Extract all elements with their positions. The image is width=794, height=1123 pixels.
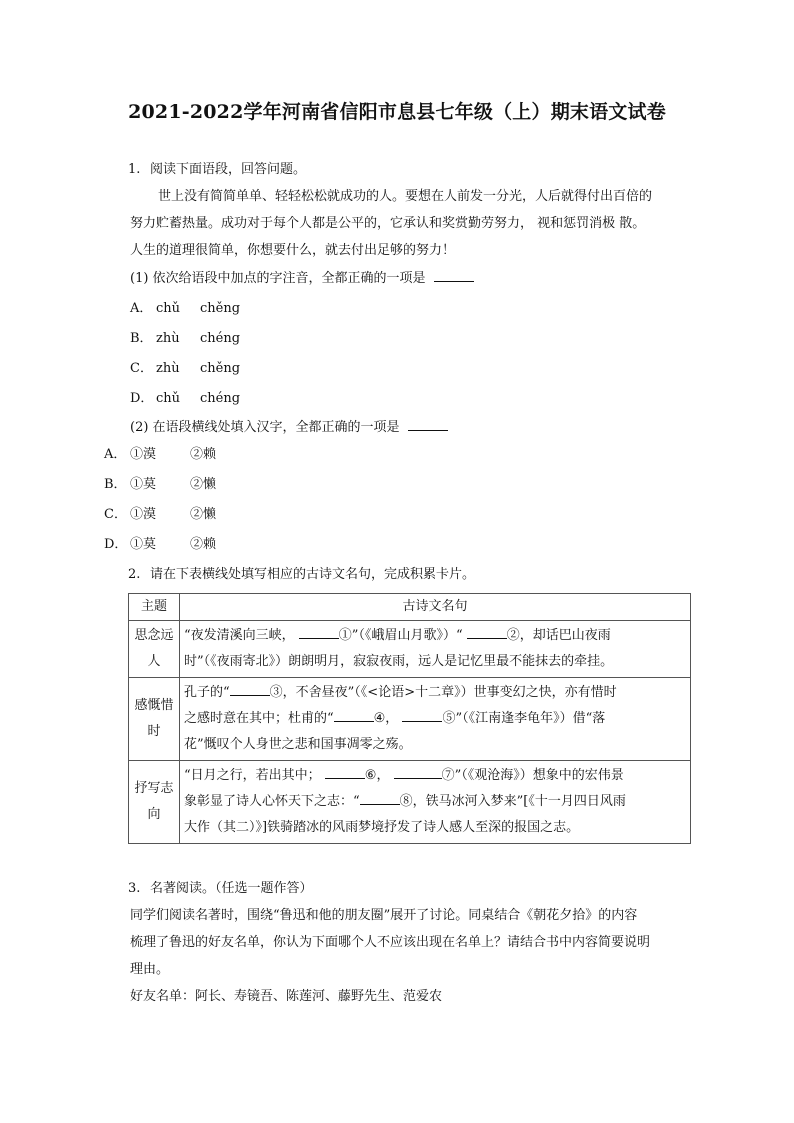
q1-sub1-stem-text: (1) 依次给语段中加点的字注音，全都正确的一项是 — [130, 271, 426, 286]
pinyin-1: zhù — [156, 361, 180, 376]
text-segment: 之感时意在其中；杜甫的“ — [184, 711, 334, 726]
q1-sub1-option-a[interactable] — [130, 299, 240, 319]
q3-prompt: 名著阅读。（任选一题作答） — [150, 881, 313, 896]
text-segment: ⑤”（《江南逢李龟年》）借“落 — [442, 711, 606, 726]
pinyin-2: chéng — [200, 391, 241, 406]
theme-cell — [129, 678, 180, 761]
pinyin-2: chéng — [200, 331, 241, 346]
q1-prompt: 阅读下面语段，回答问题。 — [150, 162, 307, 177]
table-row — [129, 621, 691, 678]
text-segment: ②，却话巴山夜雨 — [506, 628, 611, 643]
pinyin-2: chěng — [200, 361, 241, 376]
q3-number: 3. — [128, 881, 141, 896]
text-segment: 花”慨叹个人身世之悲和国事凋零之殇。 — [184, 737, 412, 752]
text-segment: ①”（《峨眉山月歌》）“ — [338, 628, 463, 643]
option-word-1: ①漠 — [130, 507, 157, 522]
pinyin-1: chǔ — [156, 391, 181, 406]
q1-sub2-option-c[interactable] — [104, 505, 216, 525]
text-segment: 时”（《夜雨寄北》）朗朗明月，寂寂夜雨，远人是记忆里最不能抹去的牵挂。 — [184, 654, 614, 669]
answer-blank[interactable] — [360, 792, 400, 805]
option-letter: C． — [130, 361, 153, 376]
option-word-2: ②赖 — [190, 537, 217, 552]
answer-blank[interactable] — [402, 709, 442, 722]
q1-passage-line-2: 努力贮蓄热量。成功对于每个人都是公平的，它承认和奖赏勤劳努力， 视和惩罚消极 散。 — [130, 216, 646, 231]
theme-text: 思念远 — [134, 628, 174, 643]
q1-sub2-option-d[interactable] — [104, 535, 216, 555]
option-word-2: ②懒 — [190, 507, 217, 522]
text-segment: 大作（其二）》]铁骑踏冰的风雨梦境抒发了诗人感人至深的报国之志。 — [184, 820, 580, 835]
q3-body-line-3: 理由。 — [130, 962, 170, 977]
table-header-row — [129, 594, 691, 621]
pinyin-2: chěng — [200, 301, 241, 316]
q1-sub1-option-c[interactable] — [130, 359, 240, 379]
q3-body-line-1: 同学们阅读名著时，围绕“鲁迅和他的朋友圈”展开了讨论。同桌结合《朝花夕拾》的内容 — [130, 908, 638, 923]
option-word-1: ①莫 — [130, 537, 157, 552]
option-letter: A． — [130, 301, 153, 316]
q1-passage-line-3: 人生的道理很简单，你想要什么，就去付出足够的努力！ — [130, 243, 456, 258]
q1-sub1-stem — [130, 269, 474, 289]
answer-blank[interactable] — [467, 626, 507, 639]
q2-prompt: 请在下表横线处填写相应的古诗文名句，完成积累卡片。 — [150, 567, 476, 582]
theme-text: 时 — [147, 724, 161, 739]
option-letter: D． — [104, 537, 128, 552]
q2-heading — [128, 565, 475, 585]
text-segment: ④， — [373, 711, 399, 726]
lines-cell — [180, 678, 691, 761]
q1-number: 1. — [128, 162, 141, 177]
theme-cell — [129, 761, 180, 844]
text-segment: “夜发清溪向三峡， — [184, 628, 295, 643]
answer-blank[interactable] — [230, 683, 270, 696]
q3-heading — [128, 879, 313, 899]
answer-blank[interactable] — [299, 626, 339, 639]
pinyin-1: chǔ — [156, 301, 181, 316]
answer-blank[interactable] — [434, 269, 474, 282]
q1-sub1-option-b[interactable] — [130, 329, 240, 349]
q2-number: 2. — [128, 567, 141, 582]
table-header-theme: 主题 — [129, 594, 180, 621]
q1-passage-line-1: 世上没有简简单单、轻轻松松就成功的人。要想在人前发一分光，人后就得付出百倍的 — [158, 189, 653, 204]
table-row — [129, 678, 691, 761]
option-letter: B． — [104, 477, 127, 492]
page-title: 2021-2022学年河南省信阳市息县七年级（上）期末语文试卷 — [128, 101, 666, 123]
text-segment: ③，不舍昼夜”（《<论语>十二章》）世事变幻之快，亦有惜时 — [269, 685, 617, 700]
q1-sub2-stem — [130, 418, 448, 438]
table-row — [129, 761, 691, 844]
text-segment: ⑦”（《观沧海》）想象中的宏伟景 — [441, 768, 624, 783]
q3-friend-list: 好友名单：阿长、寿镜吾、陈莲河、藤野先生、范爱农 — [130, 989, 443, 1004]
q1-sub2-stem-text: (2) 在语段横线处填入汉字，全都正确的一项是 — [130, 420, 400, 435]
theme-text: 向 — [147, 807, 161, 822]
theme-text: 抒写志 — [134, 781, 174, 796]
lines-cell — [180, 761, 691, 844]
q1-heading — [128, 160, 306, 180]
option-word-2: ②懒 — [190, 477, 217, 492]
answer-blank[interactable] — [394, 766, 442, 779]
text-segment: ⑧，铁马冰河入梦来”[《十一月四日风雨 — [399, 794, 626, 809]
table-header-lines: 古诗文名句 — [180, 594, 691, 621]
q1-sub1-option-d[interactable] — [130, 389, 240, 409]
text-segment: ⑥， — [364, 768, 390, 783]
option-word-1: ①漠 — [130, 447, 157, 462]
pinyin-1: zhù — [156, 331, 180, 346]
text-segment: “日月之行，若出其中； — [184, 768, 321, 783]
option-letter: D． — [130, 391, 154, 406]
answer-blank[interactable] — [408, 418, 448, 431]
option-word-1: ①莫 — [130, 477, 157, 492]
option-letter: C． — [104, 507, 127, 522]
text-segment: 象彰显了诗人心怀天下之志：“ — [184, 794, 360, 809]
q1-sub2-option-b[interactable] — [104, 475, 216, 495]
lines-cell — [180, 621, 691, 678]
answer-blank[interactable] — [325, 766, 365, 779]
theme-text: 感慨惜 — [134, 698, 174, 713]
q3-body-line-2: 梳理了鲁迅的好友名单，你认为下面哪个人不应该出现在名单上？请结合书中内容简要说明 — [130, 935, 651, 950]
poem-table — [128, 593, 691, 844]
text-segment: 孔子的“ — [184, 685, 230, 700]
option-word-2: ②赖 — [190, 447, 217, 462]
theme-text: 人 — [147, 654, 161, 669]
answer-blank[interactable] — [334, 709, 374, 722]
option-letter: B． — [130, 331, 153, 346]
theme-cell — [129, 621, 180, 678]
option-letter: A． — [104, 447, 127, 462]
q1-sub2-option-a[interactable] — [104, 445, 216, 465]
